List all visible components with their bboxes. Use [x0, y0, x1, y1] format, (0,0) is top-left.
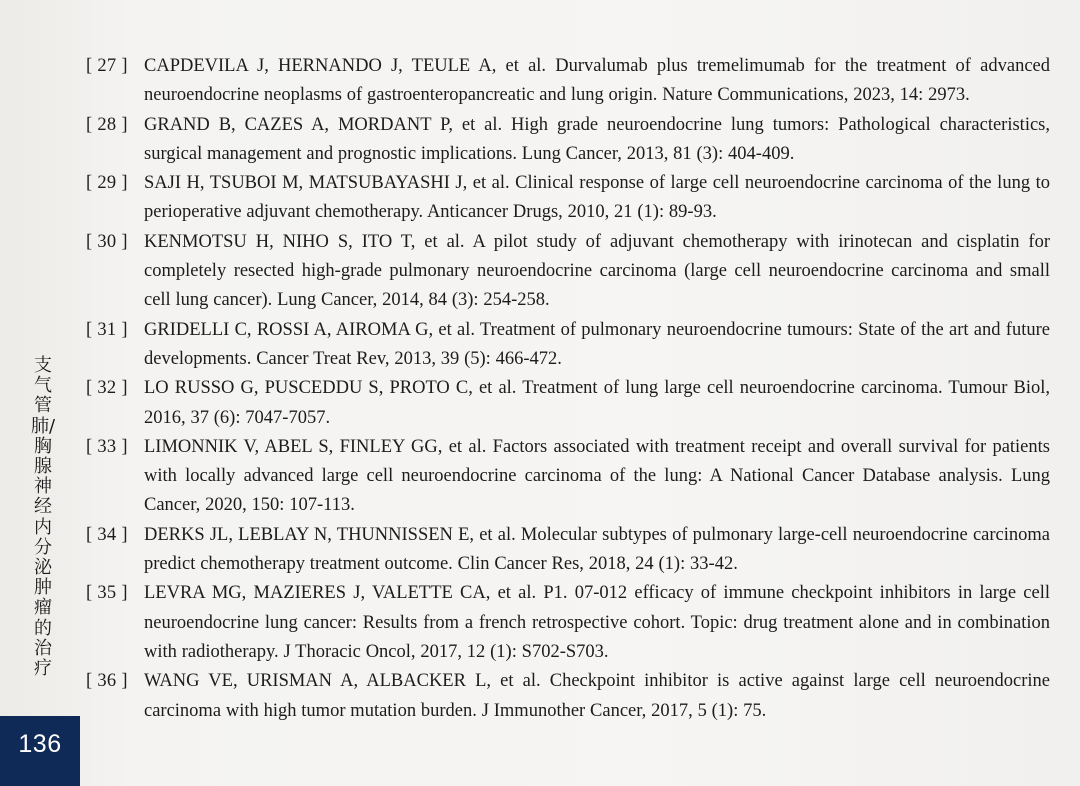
reference-item: [86, 667, 1050, 726]
reference-number: [ 33 ]: [86, 436, 128, 457]
page-number-tab: [0, 716, 80, 786]
reference-number: [ 34 ]: [86, 524, 128, 545]
reference-text: LEVRA MG, MAZIERES J, VALETTE CA, et al. P1. 07-012 efficacy of immune checkpoint inhibitors in large cell neuroendocrine lung cancer: Results from a french retrospective cohort. Topic: drug treatment alone and in combination with radiotherapy. J Thoracic Oncol, 2017, 12 (1): S702-S703.: [144, 583, 1050, 662]
page-number: 136: [18, 730, 62, 758]
chapter-side-title: 支气管肺/胸腺神经内分泌肿瘤的治疗: [30, 355, 56, 680]
reference-item: [86, 111, 1050, 170]
reference-number: [ 30 ]: [86, 231, 128, 252]
reference-text: GRAND B, CAZES A, MORDANT P, et al. High grade neuroendocrine lung tumors: Pathological characteristics, surgical management and prognostic implications. Lung Cancer, 2013, 81 (3): 404-409.: [144, 114, 1050, 164]
reference-list: [86, 52, 1050, 726]
reference-item: [86, 228, 1050, 316]
reference-item: [86, 433, 1050, 521]
reference-text: LIMONNIK V, ABEL S, FINLEY GG, et al. Factors associated with treatment receipt and overall survival for patients with locally advanced large cell neuroendocrine carcinoma of the lung: A National Cancer Database analysis. Lung Cancer, 2020, 150: 107-113.: [144, 436, 1050, 516]
reference-text: DERKS JL, LEBLAY N, THUNNISSEN E, et al. Molecular subtypes of pulmonary large-cell neuroendocrine carcinoma predict chemotherapy treatment outcome. Clin Cancer Res, 2018, 24 (1): 33-42.: [144, 524, 1050, 575]
reference-item: [86, 52, 1050, 111]
reference-number: [ 32 ]: [86, 378, 128, 399]
reference-number: [ 29 ]: [86, 173, 128, 194]
reference-number: [ 31 ]: [86, 319, 128, 340]
reference-number: [ 27 ]: [86, 56, 128, 76]
reference-text: SAJI H, TSUBOI M, MATSUBAYASHI J, et al. Clinical response of large cell neuroendocrine carcinoma of the lung to perioperative adjuvant chemotherapy. Anticancer Drugs, 2010, 21 (1): 89-93.: [144, 173, 1050, 223]
reference-item: [86, 316, 1050, 375]
reference-text: KENMOTSU H, NIHO S, ITO T, et al. A pilot study of adjuvant chemotherapy with irinotecan and cisplatin for completely resected high-grade pulmonary neuroendocrine carcinoma (large cell neuroendocrine carcinoma and small cell lung cancer). Lung Cancer, 2014, 84 (3): 254-258.: [144, 231, 1050, 311]
reference-text: CAPDEVILA J, HERNANDO J, TEULE A, et al. Durvalumab plus tremelimumab for the treatment of advanced neuroendocrine neoplasms of gastroenteropancreatic and lung origin. Nature Communications, 2023, 14: 2973.: [144, 56, 1050, 106]
reference-item: [86, 579, 1050, 667]
reference-item: [86, 521, 1050, 580]
reference-item: [86, 374, 1050, 433]
reference-number: [ 35 ]: [86, 583, 128, 604]
reference-text: GRIDELLI C, ROSSI A, AIROMA G, et al. Treatment of pulmonary neuroendocrine tumours: State of the art and future developments. Cancer Treat Rev, 2013, 39 (5): 466-472.: [144, 319, 1050, 369]
reference-item: [86, 169, 1050, 228]
reference-number: [ 28 ]: [86, 114, 128, 135]
reference-text: WANG VE, URISMAN A, ALBACKER L, et al. Checkpoint inhibitor is active against large cell neuroendocrine carcinoma with high tumor mutation burden. J Immunother Cancer, 2017, 5 (1): 75.: [144, 671, 1050, 721]
reference-number: [ 36 ]: [86, 671, 128, 692]
reference-text: LO RUSSO G, PUSCEDDU S, PROTO C, et al. Treatment of lung large cell neuroendocrine carcinoma. Tumour Biol, 2016, 37 (6): 7047-7057.: [144, 378, 1050, 428]
